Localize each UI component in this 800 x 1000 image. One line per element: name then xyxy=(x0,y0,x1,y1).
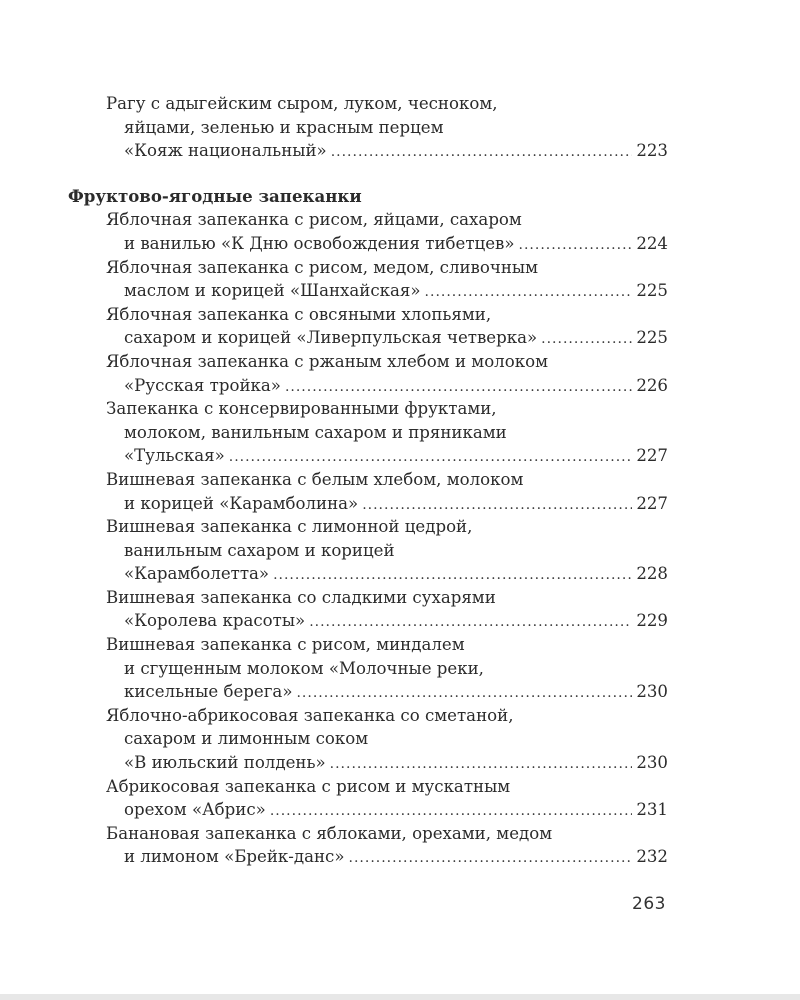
dot-leader xyxy=(285,376,632,400)
toc-entry-line: Рагу с адыгейским сыром, луком, чесноком, xyxy=(106,94,498,113)
dot-leader xyxy=(519,234,633,258)
toc-entries xyxy=(68,208,668,869)
toc-entry xyxy=(68,515,668,586)
toc-entry xyxy=(68,775,668,822)
toc-entry-text: «Карамболетта» xyxy=(124,564,270,584)
toc-entry-line: и сгущенным молоком «Молочные реки, xyxy=(124,658,484,678)
dot-leader xyxy=(541,328,632,352)
toc-entry-line xyxy=(68,680,668,704)
dot-leader xyxy=(331,141,633,165)
toc-entry-line: Яблочная запеканка с рисом, медом, сливочным xyxy=(106,257,539,277)
toc-entry-line xyxy=(68,609,668,633)
toc-page-number: 228 xyxy=(636,564,668,584)
toc-page-number: 227 xyxy=(636,446,668,466)
dot-leader xyxy=(229,446,633,470)
toc-entry xyxy=(68,350,668,397)
toc-page-number: 223 xyxy=(636,141,668,161)
toc-entry xyxy=(68,303,668,350)
table-of-contents xyxy=(68,92,668,869)
toc-entry-line: Вишневая запеканка с белым хлебом, молоком xyxy=(106,469,524,489)
dot-leader xyxy=(296,682,632,706)
toc-entry-line: Яблочно-абрикосовая запеканка со сметаной, xyxy=(106,705,514,725)
toc-page-number: 230 xyxy=(636,682,668,702)
toc-entry xyxy=(68,822,668,869)
toc-entry-line: яйцами, зеленью и красным перцем xyxy=(124,117,444,137)
toc-entry xyxy=(68,633,668,704)
toc-entry-line: Вишневая запеканка со сладкими сухарями xyxy=(106,587,496,607)
toc-entry-text: «Тульская» xyxy=(124,446,225,466)
toc-page-number: 224 xyxy=(636,233,668,253)
toc-entry-text: «Русская тройка» xyxy=(124,375,281,395)
toc-pre-entries xyxy=(68,92,668,163)
toc-entry-line: Абрикосовая запеканка с рисом и мускатным xyxy=(106,776,511,796)
toc-page-number: 229 xyxy=(636,611,668,631)
toc-entry-line xyxy=(68,279,668,303)
toc-page-number: 232 xyxy=(636,847,668,867)
toc-entry-line xyxy=(68,798,668,822)
toc-entry-line xyxy=(68,845,668,869)
dot-leader xyxy=(270,800,633,824)
toc-page-number: 225 xyxy=(636,281,668,301)
toc-entry-text: сахаром и корицей «Ливерпульская четверка» xyxy=(124,328,538,348)
toc-entry-text: «Кояж национальный» xyxy=(124,141,327,161)
toc-entry-text: орехом «Абрис» xyxy=(124,800,266,820)
toc-entry-line xyxy=(68,326,668,350)
toc-page-number: 225 xyxy=(636,328,668,348)
toc-entry-line: Вишневая запеканка с лимонной цедрой, xyxy=(106,517,473,537)
toc-entry-line: Яблочная запеканка с ржаным хлебом и молоком xyxy=(106,351,548,371)
toc-entry-line xyxy=(68,374,668,398)
toc-entry xyxy=(68,92,668,163)
toc-page-number: 226 xyxy=(636,375,668,395)
toc-page-number: 227 xyxy=(636,493,668,513)
toc-entry-text: и ванилью «К Дню освобождения тибетцев» xyxy=(124,233,515,253)
toc-entry-text: маслом и корицей «Шанхайская» xyxy=(124,281,421,301)
toc-entry-text: «Королева красоты» xyxy=(124,611,306,631)
toc-entry-text: «В июльский полдень» xyxy=(124,753,326,773)
dot-leader xyxy=(349,847,633,871)
toc-entry-line xyxy=(68,562,668,586)
toc-entry-line: Вишневая запеканка с рисом, миндалем xyxy=(106,635,465,655)
toc-entry xyxy=(68,397,668,468)
toc-entry xyxy=(68,468,668,515)
toc-entry xyxy=(68,586,668,633)
dot-leader xyxy=(330,753,633,777)
toc-entry-line xyxy=(68,232,668,256)
toc-entry-line: Запеканка с консервированными фруктами, xyxy=(106,399,497,419)
toc-entry xyxy=(68,256,668,303)
dot-leader xyxy=(309,611,632,635)
dot-leader xyxy=(362,494,632,518)
toc-entry-line: ванильным сахаром и корицей xyxy=(124,540,395,560)
toc-entry xyxy=(68,208,668,255)
toc-entry-line: молоком, ванильным сахаром и пряниками xyxy=(124,422,507,442)
toc-page-number: 231 xyxy=(636,800,668,820)
dot-leader xyxy=(425,281,633,305)
toc-entry-line xyxy=(68,444,668,468)
toc-page-number: 230 xyxy=(636,753,668,773)
toc-entry-text: и корицей «Карамболина» xyxy=(124,493,359,513)
toc-entry-line xyxy=(68,139,668,163)
toc-entry-line: сахаром и лимонным соком xyxy=(124,729,369,749)
section-heading: Фруктово-ягодные запеканки xyxy=(68,185,362,206)
toc-entry-line: Банановая запеканка с яблоками, орехами, медом xyxy=(106,823,553,843)
page-number: 263 xyxy=(632,894,666,914)
toc-entry-line: Яблочная запеканка с рисом, яйцами, сахаром xyxy=(106,210,522,230)
page-bottom-edge xyxy=(0,994,800,1000)
toc-entry-line xyxy=(68,751,668,775)
toc-entry-line xyxy=(68,492,668,516)
toc-entry-line: Яблочная запеканка с овсяными хлопьями, xyxy=(106,304,492,324)
toc-entry-text: и лимоном «Брейк-данс» xyxy=(124,847,345,867)
toc-entry-text: кисельные берега» xyxy=(124,682,293,702)
dot-leader xyxy=(273,564,632,588)
toc-entry xyxy=(68,704,668,775)
